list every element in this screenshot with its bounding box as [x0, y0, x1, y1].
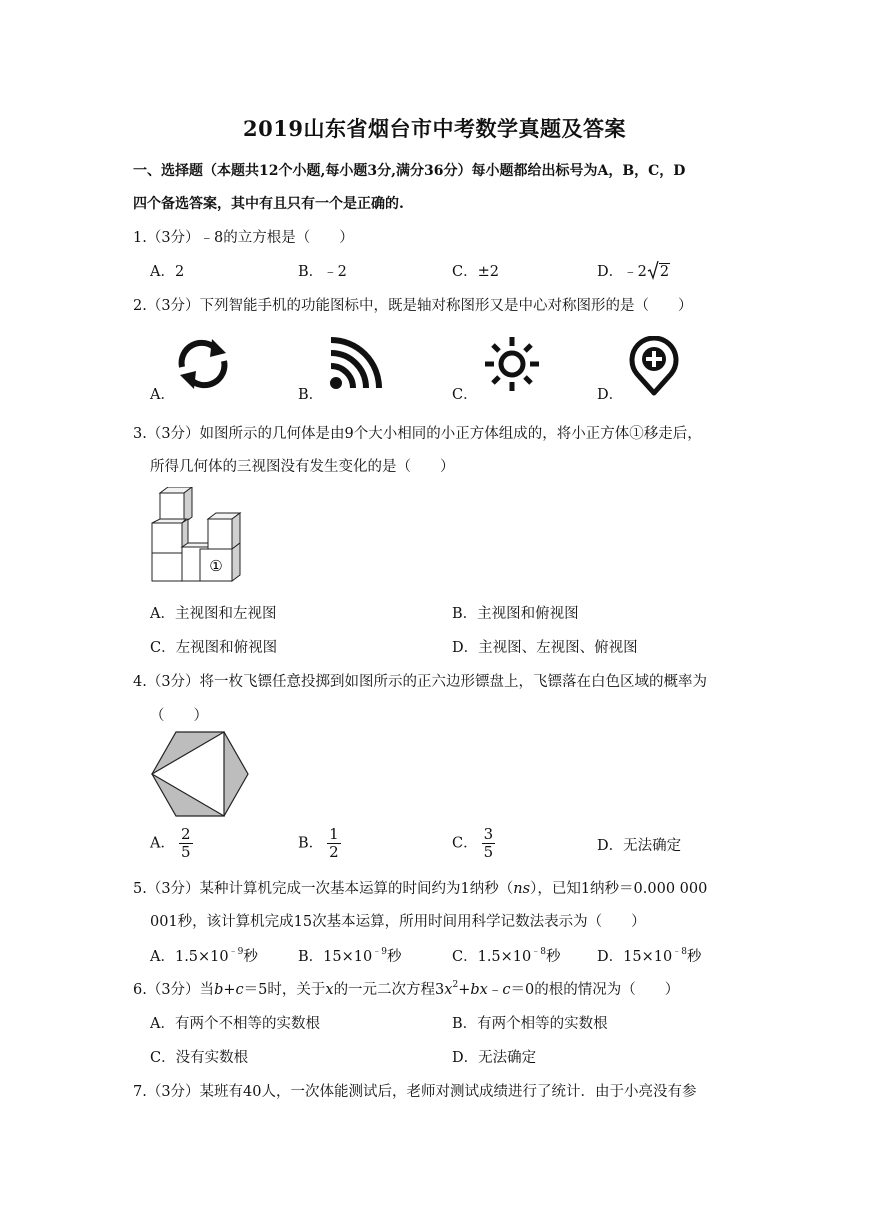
q4-option-b: [298, 826, 341, 861]
cube-label: ①: [209, 557, 223, 575]
q4-option-d: D．无法确定: [597, 838, 682, 854]
q3-option-c: C．左视图和俯视图: [150, 640, 278, 656]
q6-text: ＝0的根的情况为（ ）: [510, 982, 680, 998]
q3-stem-line2: 所得几何体的三视图没有发生变化的是（ ）: [150, 459, 455, 475]
opt-base: A．1.5×10: [150, 949, 229, 965]
var-bx: bx: [470, 982, 488, 998]
q1-option-c: C．±2: [452, 264, 499, 280]
q6-stem: [133, 978, 679, 999]
opt-unit: 秒: [546, 949, 561, 965]
q4-option-a-label: A．: [150, 835, 175, 852]
var-c: c: [235, 982, 244, 998]
q5-stem-part: 5.（3分）某种计算机完成一次基本运算的时间约为1纳秒（: [133, 881, 514, 897]
q6-minus: ﹣: [487, 982, 503, 998]
q1-option-d: [597, 260, 670, 281]
q6-text: 的一元二次方程3: [333, 982, 445, 998]
hexagon-dartboard: [150, 729, 250, 823]
opt-exponent: ﹣8: [672, 947, 687, 957]
q6-option-c: C．没有实数根: [150, 1050, 249, 1066]
denominator: 5: [180, 843, 191, 861]
q6-plus: +: [458, 982, 471, 998]
opt-base: B．15×10: [298, 949, 373, 965]
q4-option-c: [452, 826, 495, 861]
q2-option-b-label: B．: [298, 387, 324, 403]
refresh-icon: [172, 335, 234, 397]
q1-stem: 1.（3分）﹣8的立方根是（ ）: [133, 230, 354, 246]
fraction: [179, 826, 193, 861]
q5-option-d: [597, 944, 701, 966]
q6-option-d: D．无法确定: [452, 1050, 537, 1066]
var-x: x: [325, 982, 334, 998]
q3-option-d: D．主视图、左视图、俯视图: [452, 640, 638, 656]
q5-unit: ns: [513, 881, 531, 897]
location-plus-icon: [627, 336, 681, 400]
numerator: 1: [329, 825, 339, 843]
q5-stem-line1: [133, 877, 707, 898]
q5-option-b: [298, 944, 401, 966]
q5-stem-line2: 001秒，该计算机完成15次基本运算，所用时间用科学记数法表示为（ ）: [150, 914, 646, 930]
numerator: 2: [180, 825, 191, 843]
numerator: 3: [483, 825, 494, 843]
q3-option-b: B．主视图和俯视图: [452, 606, 579, 622]
q4-stem-line1: 4.（3分）将一枚飞镖任意投掷到如图所示的正六边形镖盘上，飞镖落在白色区域的概率为: [133, 674, 708, 690]
sun-icon: [483, 335, 541, 397]
q3-stem-line1: 3.（3分）如图所示的几何体是由9个大小相同的小正方体组成的，将小正方体①移走后，: [133, 426, 702, 442]
sqrt-radicand: 2: [659, 264, 670, 280]
fraction: [327, 826, 341, 861]
q1-option-b: B．﹣2: [298, 264, 347, 280]
q6-text: ＝5时，关于: [243, 982, 326, 998]
q1-option-a: A．2: [150, 264, 185, 280]
opt-exponent: ﹣8: [531, 947, 546, 957]
q4-option-c-label: C．: [452, 835, 478, 852]
opt-unit: 秒: [243, 949, 258, 965]
q2-option-a-label: A．: [150, 387, 175, 403]
section-heading-line1: 一、选择题（本题共12个小题,每小题3分,满分36分）每小题都给出标号为A，B，C，D: [133, 163, 686, 179]
q7-stem: 7.（3分）某班有40人，一次体能测试后，老师对测试成绩进行了统计．由于小亮没有参: [133, 1084, 697, 1100]
q2-option-d-label: D．: [597, 387, 624, 403]
var-x: x: [444, 982, 453, 998]
q5-option-c: [452, 944, 561, 966]
opt-exponent: ﹣9: [228, 947, 244, 957]
var-c: c: [502, 982, 511, 998]
cube-figure: [148, 487, 248, 587]
q6-option-a: A．有两个不相等的实数根: [150, 1016, 320, 1032]
q4-option-a: [150, 826, 193, 861]
q4-option-b-label: B．: [298, 835, 324, 852]
q3-option-a: A．主视图和左视图: [150, 606, 277, 622]
opt-base: C．1.5×10: [452, 949, 532, 965]
opt-base: D．15×10: [597, 949, 673, 965]
fraction: [482, 826, 496, 861]
q6-text: 6.（3分）当: [133, 982, 215, 998]
q2-stem: 2.（3分）下列智能手机的功能图标中，既是轴对称图形又是中心对称图形的是（ ）: [133, 298, 693, 314]
opt-unit: 秒: [686, 949, 702, 965]
sqrt-symbol: [647, 260, 670, 280]
opt-unit: 秒: [386, 949, 402, 965]
section-heading-line2: 四个备选答案，其中有且只有一个是正确的.: [133, 196, 404, 212]
wifi-signal-icon: [327, 336, 383, 396]
denominator: 2: [329, 843, 339, 861]
var-b: b: [214, 982, 224, 998]
q6-option-b: B．有两个相等的实数根: [452, 1016, 608, 1032]
q6-plus: +: [223, 982, 236, 998]
q2-option-c-label: C．: [452, 387, 478, 403]
opt-exponent: ﹣9: [372, 947, 387, 957]
q4-stem-line2: （ ）: [150, 708, 208, 724]
q5-option-a: [150, 944, 258, 966]
q5-stem-part: ），已知1纳秒＝0.000 000: [530, 881, 708, 897]
exponent: 2: [452, 980, 459, 990]
page-title: 2019山东省烟台市中考数学真题及答案: [243, 116, 626, 141]
denominator: 5: [483, 843, 494, 861]
q1-option-d-label: D．﹣2: [597, 264, 647, 280]
